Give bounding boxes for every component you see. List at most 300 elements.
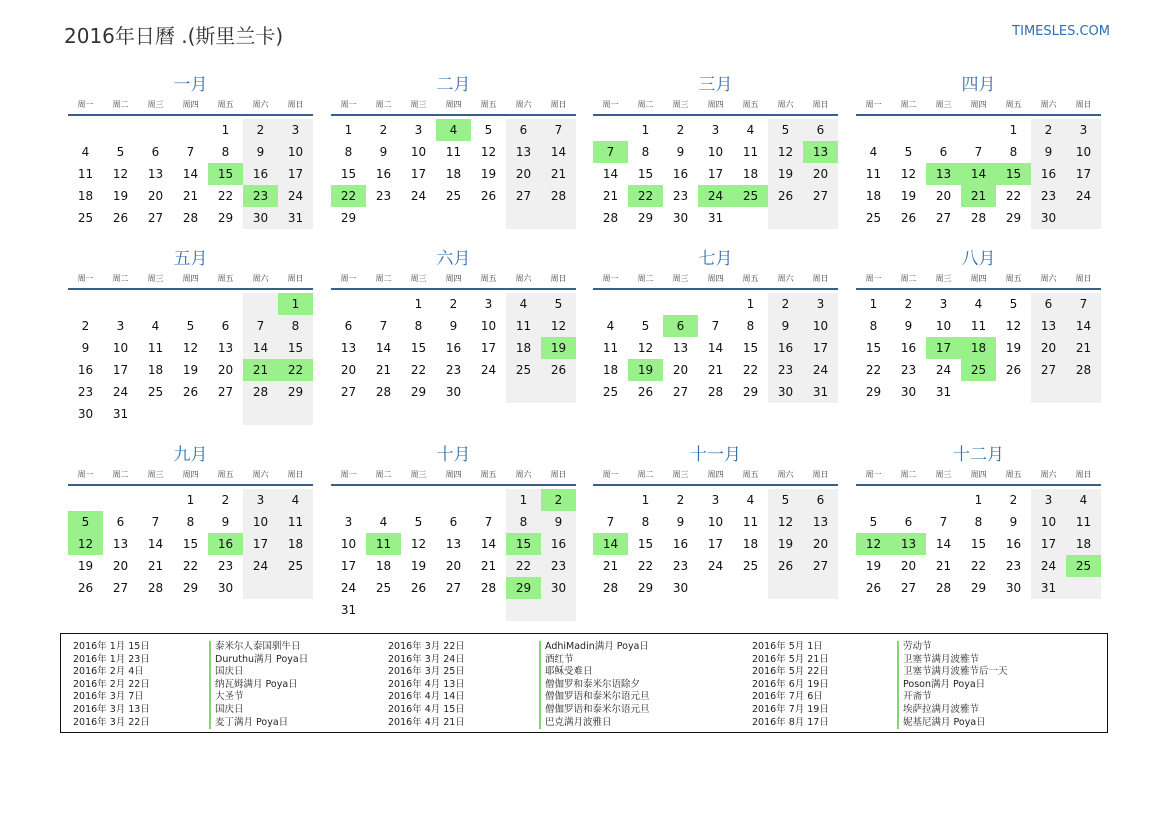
day-cell: 27 <box>506 185 541 207</box>
day-cell: 27 <box>340 385 357 399</box>
day-cell: 28 <box>541 185 576 207</box>
day-cell: 30 <box>900 385 917 399</box>
empty-cell <box>698 577 733 599</box>
empty-cell <box>138 403 173 425</box>
day-cell: 3 <box>414 123 423 137</box>
day-cell: 23 <box>768 359 803 381</box>
day-cell: 14 <box>707 341 724 355</box>
day-cell: 24 <box>1031 555 1066 577</box>
empty-cell <box>961 119 996 141</box>
holiday-day-cell: 14 <box>961 163 996 185</box>
empty-cell <box>366 599 401 621</box>
legend-date: 2016年 3月 22日 <box>388 641 465 652</box>
empty-cell <box>471 381 506 403</box>
empty-cell <box>733 577 768 599</box>
legend-holiday-name: 大圣节 <box>209 691 308 704</box>
holiday-day-cell: 22 <box>278 359 313 381</box>
day-cell: 27 <box>803 555 838 577</box>
day-cell: 1 <box>344 123 353 137</box>
day-grid <box>68 293 313 425</box>
day-cell: 12 <box>112 167 129 181</box>
day-cell: 5 <box>116 145 125 159</box>
legend-holiday-name: 僧伽罗和泰米尔语除夕 <box>539 679 650 692</box>
legend-date: 2016年 4月 21日 <box>388 716 465 728</box>
weekday-label: 周五 <box>217 470 234 479</box>
day-cell: 3 <box>344 515 353 529</box>
day-cell: 1 <box>974 493 983 507</box>
weekday-label: 周二 <box>900 100 917 109</box>
day-cell: 14 <box>935 537 952 551</box>
day-cell: 11 <box>445 145 462 159</box>
month-name: 十一月 <box>690 445 741 465</box>
weekday-label: 周四 <box>445 274 462 283</box>
legend-date: 2016年 4月 15日 <box>388 703 465 715</box>
empty-cell <box>628 293 663 315</box>
legend-holiday-name: 麦丁满月 Poya日 <box>209 717 308 730</box>
day-cell: 24 <box>480 363 497 377</box>
day-cell: 8 <box>344 145 353 159</box>
day-cell: 12 <box>900 167 917 181</box>
weekday-label: 周一 <box>340 470 357 479</box>
legend-holiday-name: 国庆日 <box>209 704 308 717</box>
month-name: 一月 <box>173 75 208 95</box>
weekday-label: 周四 <box>970 100 987 109</box>
holiday-day-cell: 18 <box>961 337 996 359</box>
day-cell: 6 <box>1031 293 1066 315</box>
empty-cell <box>331 293 366 315</box>
weekday-label: 周六 <box>515 470 532 479</box>
empty-cell <box>506 599 541 621</box>
day-cell: 11 <box>970 319 987 333</box>
day-cell: 29 <box>637 581 654 595</box>
weekday-label: 周一 <box>602 274 619 283</box>
weekday-label: 周二 <box>637 100 654 109</box>
day-cell: 13 <box>672 341 689 355</box>
empty-cell <box>471 207 506 229</box>
day-cell: 22 <box>970 559 987 573</box>
day-cell: 10 <box>803 315 838 337</box>
weekday-label: 周六 <box>777 100 794 109</box>
weekday-label: 周日 <box>812 470 829 479</box>
empty-cell <box>103 119 138 141</box>
weekday-label: 周五 <box>217 100 234 109</box>
holiday-day-cell: 2 <box>541 489 576 511</box>
day-cell: 28 <box>375 385 392 399</box>
day-cell: 27 <box>217 385 234 399</box>
holiday-day-cell: 21 <box>961 185 996 207</box>
day-cell: 16 <box>900 341 917 355</box>
weekday-label: 周六 <box>1040 100 1057 109</box>
day-cell: 4 <box>506 293 541 315</box>
day-cell: 17 <box>410 167 427 181</box>
day-cell: 17 <box>707 537 724 551</box>
day-cell: 4 <box>278 489 313 511</box>
month-calendar <box>593 444 838 599</box>
empty-cell <box>996 381 1031 403</box>
day-cell: 10 <box>278 141 313 163</box>
day-cell: 28 <box>243 381 278 403</box>
day-cell: 23 <box>672 559 689 573</box>
legend-date: 2016年 5月 21日 <box>752 653 829 665</box>
weekday-label: 周一 <box>340 100 357 109</box>
day-cell: 24 <box>803 359 838 381</box>
day-cell: 16 <box>541 533 576 555</box>
day-cell: 21 <box>480 559 497 573</box>
day-cell: 27 <box>935 211 952 225</box>
day-cell: 11 <box>77 167 94 181</box>
weekday-header <box>331 272 576 290</box>
day-cell: 26 <box>1005 363 1022 377</box>
day-cell: 8 <box>278 315 313 337</box>
holiday-legend <box>60 633 1108 733</box>
day-cell: 29 <box>410 385 427 399</box>
day-cell: 27 <box>112 581 129 595</box>
day-cell: 12 <box>768 511 803 533</box>
empty-cell <box>68 489 103 511</box>
day-cell: 17 <box>707 167 724 181</box>
legend-date: 2016年 3月 24日 <box>388 653 465 665</box>
day-cell: 1 <box>1009 123 1018 137</box>
weekday-label: 周日 <box>287 274 304 283</box>
holiday-day-cell: 13 <box>803 141 838 163</box>
weekday-label: 周二 <box>375 100 392 109</box>
day-cell: 10 <box>410 145 427 159</box>
day-grid <box>68 489 313 599</box>
day-cell: 26 <box>480 189 497 203</box>
day-cell: 31 <box>707 211 724 225</box>
month-name: 十二月 <box>953 445 1004 465</box>
day-cell: 30 <box>768 381 803 403</box>
day-cell: 29 <box>217 211 234 225</box>
day-cell: 11 <box>506 315 541 337</box>
day-cell: 21 <box>541 163 576 185</box>
weekday-label: 周四 <box>707 274 724 283</box>
day-cell: 29 <box>340 211 357 225</box>
day-cell: 11 <box>742 145 759 159</box>
day-cell: 6 <box>116 515 125 529</box>
day-cell: 10 <box>480 319 497 333</box>
day-cell: 29 <box>1005 211 1022 225</box>
day-cell: 23 <box>77 385 94 399</box>
legend-date: 2016年 1月 15日 <box>73 641 150 652</box>
empty-cell <box>541 207 576 229</box>
day-cell: 31 <box>112 407 129 421</box>
empty-cell <box>698 293 733 315</box>
empty-cell <box>1066 577 1101 599</box>
empty-cell <box>926 119 961 141</box>
day-cell: 10 <box>1066 141 1101 163</box>
weekday-label: 周三 <box>935 274 952 283</box>
day-cell: 24 <box>410 189 427 203</box>
day-cell: 13 <box>112 537 129 551</box>
legend-holiday-name: 僧伽罗语和泰米尔语元旦 <box>539 704 650 717</box>
day-cell: 11 <box>602 341 619 355</box>
month-calendar <box>331 248 576 403</box>
month-calendar <box>856 248 1101 403</box>
weekday-label: 周日 <box>1075 100 1092 109</box>
day-cell: 16 <box>672 537 689 551</box>
day-cell: 29 <box>182 581 199 595</box>
weekday-label: 周五 <box>1005 274 1022 283</box>
day-cell: 30 <box>445 385 462 399</box>
day-cell: 27 <box>672 385 689 399</box>
weekday-label: 周二 <box>112 100 129 109</box>
weekday-label: 周日 <box>1075 274 1092 283</box>
empty-cell <box>243 403 278 425</box>
day-cell: 14 <box>182 167 199 181</box>
weekday-label: 周三 <box>672 100 689 109</box>
empty-cell <box>401 489 436 511</box>
day-cell: 6 <box>506 119 541 141</box>
weekday-label: 周五 <box>217 274 234 283</box>
day-cell: 4 <box>151 319 160 333</box>
day-cell: 1 <box>641 493 650 507</box>
day-cell: 7 <box>541 119 576 141</box>
holiday-day-cell: 5 <box>68 511 103 533</box>
day-cell: 7 <box>711 319 720 333</box>
day-cell: 30 <box>1031 207 1066 229</box>
day-cell: 14 <box>1066 315 1101 337</box>
empty-cell <box>593 489 628 511</box>
weekday-label: 周五 <box>1005 470 1022 479</box>
day-cell: 12 <box>541 315 576 337</box>
holiday-day-cell: 25 <box>1066 555 1101 577</box>
holiday-day-cell: 12 <box>68 533 103 555</box>
weekday-label: 周三 <box>147 470 164 479</box>
day-cell: 8 <box>414 319 423 333</box>
weekday-label: 周三 <box>147 274 164 283</box>
day-cell: 5 <box>904 145 913 159</box>
day-cell: 19 <box>768 533 803 555</box>
empty-cell <box>103 489 138 511</box>
day-grid <box>331 119 576 229</box>
weekday-label: 周四 <box>182 470 199 479</box>
weekday-header <box>856 272 1101 290</box>
day-cell: 24 <box>112 385 129 399</box>
day-cell: 15 <box>742 341 759 355</box>
weekday-label: 周六 <box>777 274 794 283</box>
day-cell: 1 <box>746 297 755 311</box>
legend-date: 2016年 7月 6日 <box>752 691 823 703</box>
legend-date: 2016年 3月 25日 <box>388 666 465 678</box>
day-cell: 23 <box>1031 185 1066 207</box>
day-cell: 14 <box>147 537 164 551</box>
empty-cell <box>401 207 436 229</box>
day-cell: 16 <box>77 363 94 377</box>
day-cell: 17 <box>112 363 129 377</box>
day-cell: 7 <box>484 515 493 529</box>
day-cell: 30 <box>243 207 278 229</box>
day-cell: 24 <box>278 185 313 207</box>
holiday-day-cell: 12 <box>856 533 891 555</box>
day-cell: 28 <box>1066 359 1101 381</box>
day-cell: 19 <box>768 163 803 185</box>
day-cell: 23 <box>445 363 462 377</box>
day-cell: 19 <box>182 363 199 377</box>
day-cell: 4 <box>746 123 755 137</box>
day-cell: 21 <box>147 559 164 573</box>
day-cell: 17 <box>803 337 838 359</box>
day-cell: 9 <box>904 319 913 333</box>
day-cell: 4 <box>746 493 755 507</box>
month-calendar <box>856 74 1101 229</box>
day-cell: 7 <box>379 319 388 333</box>
day-cell: 10 <box>243 511 278 533</box>
month-name: 五月 <box>173 249 208 269</box>
weekday-label: 周四 <box>707 470 724 479</box>
day-cell: 21 <box>182 189 199 203</box>
weekday-label: 周五 <box>480 100 497 109</box>
month-calendar <box>68 444 313 599</box>
legend-date: 2016年 2月 22日 <box>73 678 150 690</box>
month-name: 九月 <box>173 445 208 465</box>
empty-cell <box>278 577 313 599</box>
month-name: 十月 <box>436 445 471 465</box>
weekday-label: 周二 <box>375 470 392 479</box>
empty-cell <box>436 599 471 621</box>
day-cell: 18 <box>147 363 164 377</box>
day-cell: 31 <box>1031 577 1066 599</box>
weekday-label: 周日 <box>550 470 567 479</box>
holiday-day-cell: 25 <box>733 185 768 207</box>
holiday-day-cell: 1 <box>278 293 313 315</box>
day-cell: 30 <box>217 581 234 595</box>
day-cell: 6 <box>939 145 948 159</box>
weekday-label: 周五 <box>1005 100 1022 109</box>
day-cell: 21 <box>1066 337 1101 359</box>
day-cell: 2 <box>243 119 278 141</box>
day-cell: 12 <box>1005 319 1022 333</box>
day-cell: 27 <box>1031 359 1066 381</box>
site-link[interactable]: TIMESLES.COM <box>1012 24 1110 39</box>
holiday-day-cell: 21 <box>243 359 278 381</box>
day-cell: 16 <box>445 341 462 355</box>
day-cell: 31 <box>803 381 838 403</box>
day-grid <box>68 119 313 229</box>
weekday-label: 周五 <box>480 274 497 283</box>
empty-cell <box>926 489 961 511</box>
holiday-day-cell: 19 <box>541 337 576 359</box>
day-cell: 1 <box>414 297 423 311</box>
day-cell: 13 <box>340 341 357 355</box>
day-cell: 23 <box>217 559 234 573</box>
empty-cell <box>1031 381 1066 403</box>
weekday-label: 周三 <box>410 274 427 283</box>
holiday-day-cell: 15 <box>996 163 1031 185</box>
day-cell: 11 <box>278 511 313 533</box>
legend-date: 2016年 2月 4日 <box>73 666 144 678</box>
empty-cell <box>243 577 278 599</box>
day-cell: 19 <box>410 559 427 573</box>
day-cell: 2 <box>676 493 685 507</box>
weekday-label: 周六 <box>252 100 269 109</box>
day-cell: 6 <box>151 145 160 159</box>
month-name: 八月 <box>961 249 996 269</box>
weekday-label: 周二 <box>375 274 392 283</box>
day-cell: 29 <box>865 385 882 399</box>
weekday-label: 周四 <box>970 274 987 283</box>
day-cell: 15 <box>637 167 654 181</box>
weekday-header <box>593 98 838 116</box>
day-cell: 25 <box>602 385 619 399</box>
day-cell: 8 <box>186 515 195 529</box>
day-cell: 26 <box>900 211 917 225</box>
weekday-label: 周二 <box>637 274 654 283</box>
day-cell: 8 <box>974 515 983 529</box>
day-cell: 6 <box>449 515 458 529</box>
empty-cell <box>541 381 576 403</box>
month-calendar <box>331 444 576 621</box>
legend-holiday-name: AdhiMadin满月 Poya日 <box>539 641 650 654</box>
empty-cell <box>506 207 541 229</box>
month-name: 二月 <box>436 75 471 95</box>
day-grid <box>331 489 576 621</box>
weekday-label: 周日 <box>1075 470 1092 479</box>
weekday-label: 周五 <box>742 274 759 283</box>
day-cell: 2 <box>81 319 90 333</box>
holiday-day-cell: 24 <box>698 185 733 207</box>
day-cell: 30 <box>672 211 689 225</box>
empty-cell <box>68 119 103 141</box>
day-cell: 15 <box>637 537 654 551</box>
day-cell: 11 <box>742 515 759 529</box>
weekday-label: 周日 <box>550 100 567 109</box>
weekday-label: 周三 <box>410 100 427 109</box>
weekday-label: 周三 <box>410 470 427 479</box>
weekday-label: 周一 <box>340 274 357 283</box>
weekday-label: 周日 <box>812 100 829 109</box>
day-cell: 16 <box>1031 163 1066 185</box>
day-cell: 20 <box>340 363 357 377</box>
day-cell: 9 <box>541 511 576 533</box>
day-cell: 3 <box>1066 119 1101 141</box>
day-cell: 2 <box>676 123 685 137</box>
legend-date: 2016年 6月 19日 <box>752 678 829 690</box>
legend-name-column <box>897 641 1008 729</box>
month-calendar <box>331 74 576 229</box>
day-cell: 26 <box>637 385 654 399</box>
day-cell: 4 <box>379 515 388 529</box>
legend-holiday-name: 国庆日 <box>209 666 308 679</box>
day-cell: 14 <box>480 537 497 551</box>
day-cell: 28 <box>147 581 164 595</box>
day-cell: 5 <box>484 123 493 137</box>
month-name: 六月 <box>436 249 471 269</box>
day-cell: 18 <box>375 559 392 573</box>
day-grid <box>331 293 576 403</box>
day-cell: 20 <box>506 163 541 185</box>
empty-cell <box>593 119 628 141</box>
empty-cell <box>436 207 471 229</box>
day-cell: 21 <box>602 189 619 203</box>
day-cell: 12 <box>768 141 803 163</box>
weekday-label: 周一 <box>865 274 882 283</box>
day-cell: 22 <box>506 555 541 577</box>
empty-cell <box>1066 207 1101 229</box>
legend-holiday-name: 僧伽罗语和泰米尔语元旦 <box>539 691 650 704</box>
holiday-day-cell: 17 <box>926 337 961 359</box>
empty-cell <box>891 119 926 141</box>
day-cell: 9 <box>449 319 458 333</box>
day-cell: 17 <box>278 163 313 185</box>
day-cell: 5 <box>186 319 195 333</box>
day-cell: 10 <box>707 515 724 529</box>
day-cell: 31 <box>278 207 313 229</box>
empty-cell <box>961 381 996 403</box>
legend-holiday-name: 卫塞节满月波雅节 <box>897 654 1008 667</box>
day-cell: 16 <box>375 167 392 181</box>
day-cell: 22 <box>217 189 234 203</box>
